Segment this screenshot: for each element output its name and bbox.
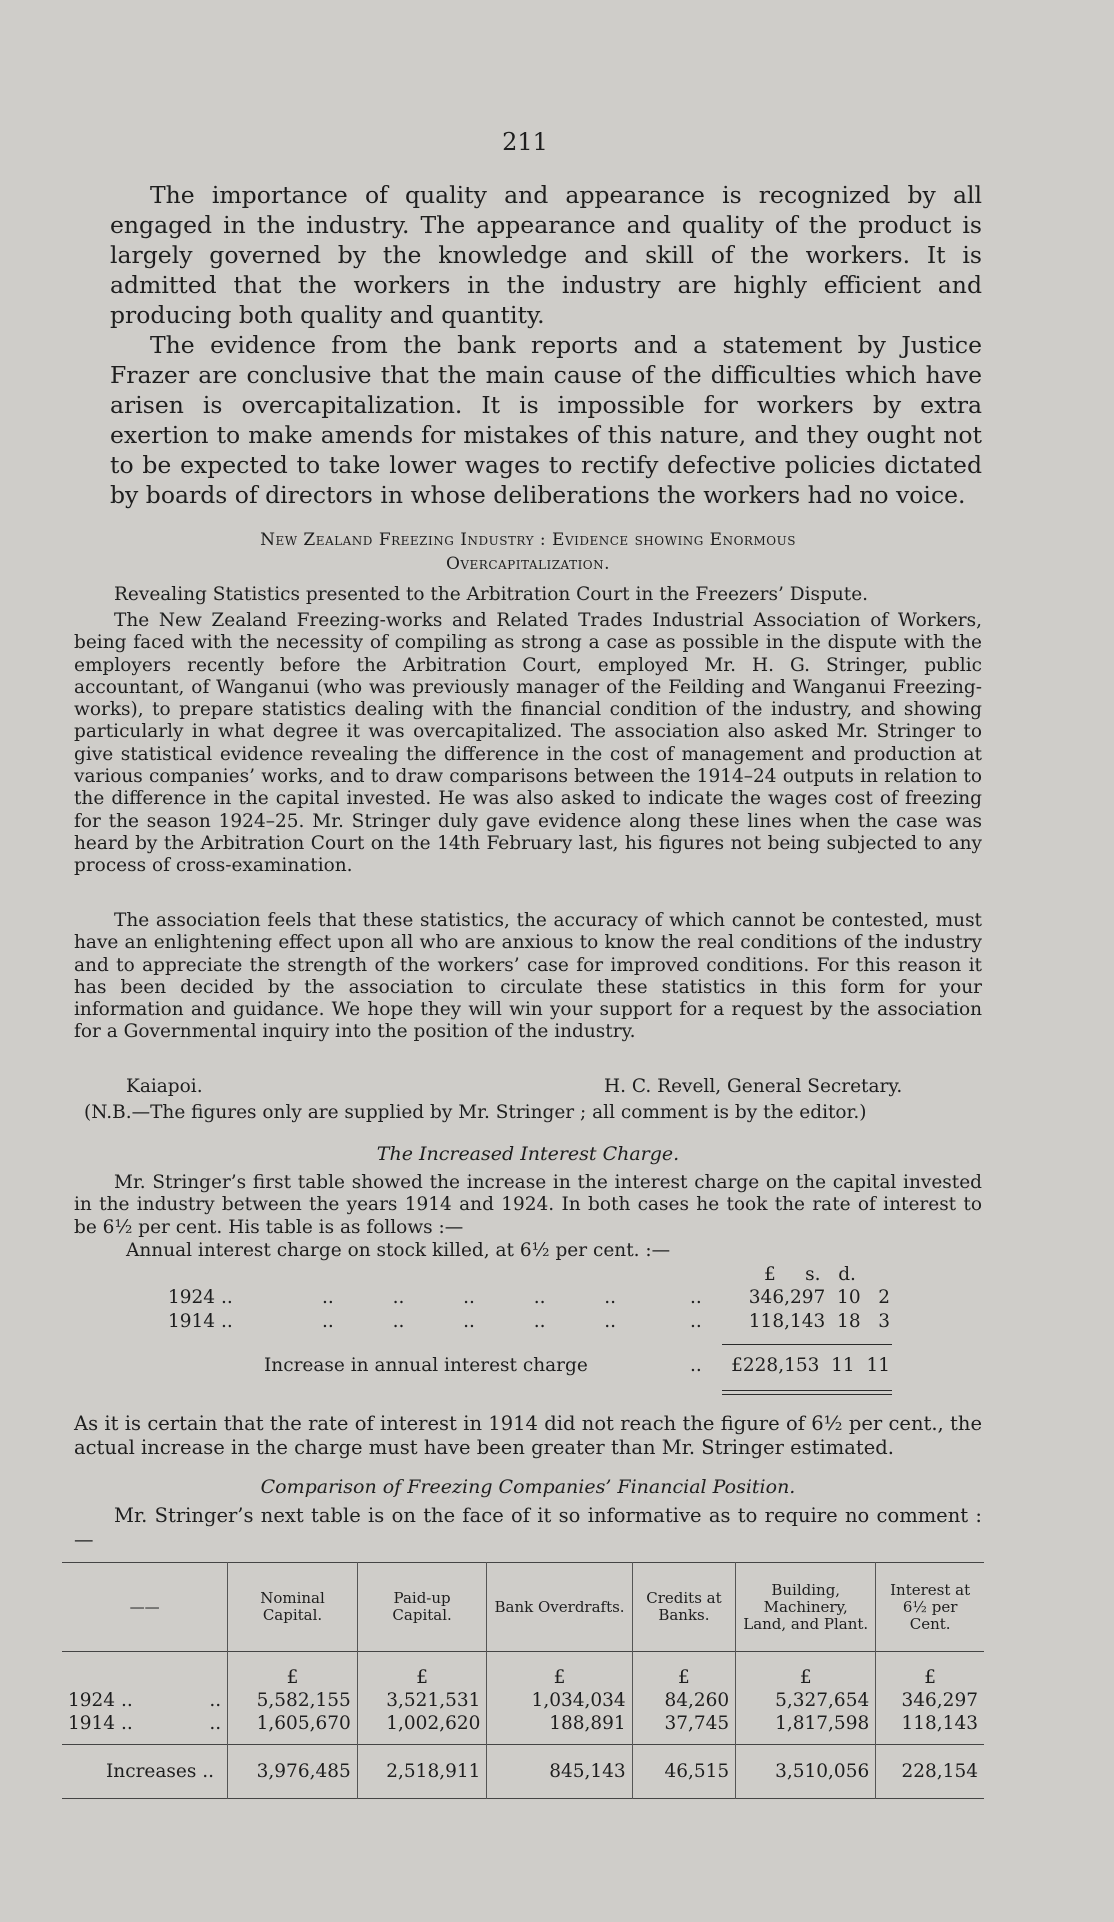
cell-credits-at-banks: 84,260	[632, 1689, 735, 1712]
association-paragraph: The New Zealand Freezing-works and Related Trades Industrial Association of Workers, being faced with the necessity of compiling as strong a case as possible in the dispute with the employers recently before the Arbitration Court, employed Mr. H. G. Stringer, public accountant, of Wanganui (who was previously manager of the Feilding and Wanganui Freezing-works), to prepare statistics dealing with the financial condition of the industry, and showing particularly in what degree it was overcapitalized. The association also asked Mr. Stringer to give statistical evidence revealing the difference in the cost of management and production at various companies’ works, and to draw comparisons between the 1914–24 outputs in relation to the difference in the capital invested. He was also asked to indicate the wages cost of freezing for the season 1924–25. Mr. Stringer duly gave evidence along these lines when the case was heard by the Arbitration Court on the 14th February last, his figures not being subjected to any process of cross-examination.	[74, 610, 982, 877]
cell-nominal-capital: 5,582,155	[228, 1689, 358, 1712]
row-label: 1914 .. ..	[68, 1712, 222, 1734]
currency-symbol: £	[487, 1666, 632, 1689]
intro-paragraph-2: The evidence from the bank reports and a statement by Justice Frazer are conclusive that the main cause of the difficulties which have arisen is overcapitalization. It is impossible for workers by extra exertion to make amends for mistakes of this nature, and they ought not to be expected to take lower wages to rectify defective policies dictated by boards of directors in whose deliberations the workers had no voice.	[110, 331, 982, 509]
interest-row-1914-leader: ..	[690, 1311, 702, 1332]
interest-caption: Annual interest charge on stock killed, at 6½ per cent. :—	[126, 1240, 671, 1261]
interest-total-label: Increase in annual interest charge	[264, 1355, 588, 1376]
cell-paid-up-capital: 3,521,531	[357, 1689, 487, 1712]
double-rule-top	[722, 1390, 892, 1391]
total-paid-up-capital: 2,518,911	[357, 1745, 487, 1799]
totals-row	[62, 1745, 984, 1799]
intro-paragraph-1: The importance of quality and appearance is recognized by all engaged in the industry. The appearance and quality of the product is largely governed by the knowledge and skill of the workers. It is admitted that the workers in the industry are highly efficient and producing both quality and quantity.	[110, 181, 982, 329]
interest-total-value: £228,153 11 11	[731, 1355, 890, 1376]
header-credits-at-banks: Credits at Banks.	[632, 1563, 735, 1652]
interest-row-1924-leader: ..	[690, 1287, 702, 1308]
interest-note: As it is certain that the rate of interest in 1914 did not reach the figure of 6½ per cent., the actual increase in the charge must have been greater than Mr. Stringer estimated.	[74, 1412, 982, 1459]
signoff-signature: H. C. Revell, General Secretary.	[604, 1076, 903, 1097]
interest-total-dots: ..	[690, 1355, 702, 1376]
header-nominal-capital: Nominal Capital.	[228, 1563, 358, 1652]
section-heading-line-1: New Zealand Freezing Industry : Evidence showing Enormous	[260, 530, 796, 550]
total-bank-overdrafts: 845,143	[487, 1745, 632, 1799]
table-row	[62, 1712, 984, 1735]
interest-row-1914-label: 1914 ..	[168, 1311, 233, 1332]
cell-interest: 346,297	[876, 1689, 984, 1712]
comparison-header-row	[62, 1563, 984, 1652]
currency-symbol: £	[228, 1666, 358, 1689]
revealing-statistics-line: Revealing Statistics presented to the Arbitration Court in the Freezers’ Dispute.	[114, 584, 869, 605]
cell-credits-at-banks: 37,745	[632, 1712, 735, 1735]
cell-nominal-capital: 1,605,670	[228, 1712, 358, 1735]
row-label: 1924 .. ..	[68, 1689, 222, 1711]
cell-bank-overdrafts: 188,891	[487, 1712, 632, 1735]
interest-row-1914-value: 118,143 18 3	[748, 1311, 890, 1332]
header-building-machinery: Building, Machinery, Land, and Plant.	[736, 1563, 876, 1652]
editor-note: (N.B.—The figures only are supplied by Mr. Stringer ; all comment is by the editor.)	[84, 1102, 867, 1123]
currency-symbol: £	[736, 1666, 876, 1689]
totals-label: Increases ..	[106, 1761, 214, 1782]
total-building-machinery: 3,510,056	[736, 1745, 876, 1799]
interest-row-1924-value: 346,297 10 2	[748, 1287, 890, 1308]
cell-paid-up-capital: 1,002,620	[357, 1712, 487, 1735]
total-interest: 228,154	[876, 1745, 984, 1799]
comparison-table	[62, 1562, 984, 1799]
cell-interest: 118,143	[876, 1712, 984, 1735]
currency-row	[62, 1666, 984, 1689]
table-row	[62, 1689, 984, 1712]
comparison-intro-paragraph: Mr. Stringer’s next table is on the face of it so informative as to require no comment :—	[74, 1504, 982, 1551]
total-credits-at-banks: 46,515	[632, 1745, 735, 1799]
interest-intro-paragraph: Mr. Stringer’s first table showed the increase in the interest charge on the capital invested in the industry between the years 1914 and 1924. In both cases he took the rate of interest to be 6½ per cent. His table is as follows :—	[74, 1172, 982, 1238]
double-rule-bottom	[722, 1394, 892, 1395]
signoff-place: Kaiapoi.	[126, 1076, 203, 1097]
currency-symbol: £	[357, 1666, 487, 1689]
interest-row-1914-dots: .. .. .. .. ..	[322, 1311, 617, 1332]
header-paid-up-capital: Paid-up Capital.	[357, 1563, 487, 1652]
interest-row-1924-dots: .. .. .. .. ..	[322, 1287, 617, 1308]
header-bank-overdrafts: Bank Overdrafts.	[487, 1563, 632, 1652]
currency-symbol: £	[632, 1666, 735, 1689]
header-interest: Interest at 6½ per Cent.	[876, 1563, 984, 1652]
cell-building-machinery: 1,817,598	[736, 1712, 876, 1735]
interest-row-1924-label: 1924 ..	[168, 1287, 233, 1308]
cell-bank-overdrafts: 1,034,034	[487, 1689, 632, 1712]
header-blank: ——	[129, 1597, 160, 1616]
page-number: 211	[502, 128, 548, 156]
sum-rule	[722, 1344, 892, 1345]
currency-header: £ s. d.	[764, 1264, 856, 1285]
association-feels-paragraph: The association feels that these statistics, the accuracy of which cannot be contested, must have an enlightening effect upon all who are anxious to know the real conditions of the industry and to appreciate the strength of the workers’ case for improved conditions. For this reason it has been decided by the association to circulate these statistics in this form for your information and guidance. We hope they will win your support for a request by the association for a Governmental inquiry into the position of the industry.	[74, 910, 982, 1043]
interest-section-title: The Increased Interest Charge.	[376, 1143, 680, 1165]
comparison-section-title: Comparison of Freezing Companies’ Financial Position.	[260, 1476, 796, 1498]
section-heading	[74, 528, 982, 576]
section-heading-line-2: Overcapitalization.	[445, 554, 611, 574]
cell-building-machinery: 5,327,654	[736, 1689, 876, 1712]
total-nominal-capital: 3,976,485	[228, 1745, 358, 1799]
currency-symbol: £	[876, 1666, 984, 1689]
